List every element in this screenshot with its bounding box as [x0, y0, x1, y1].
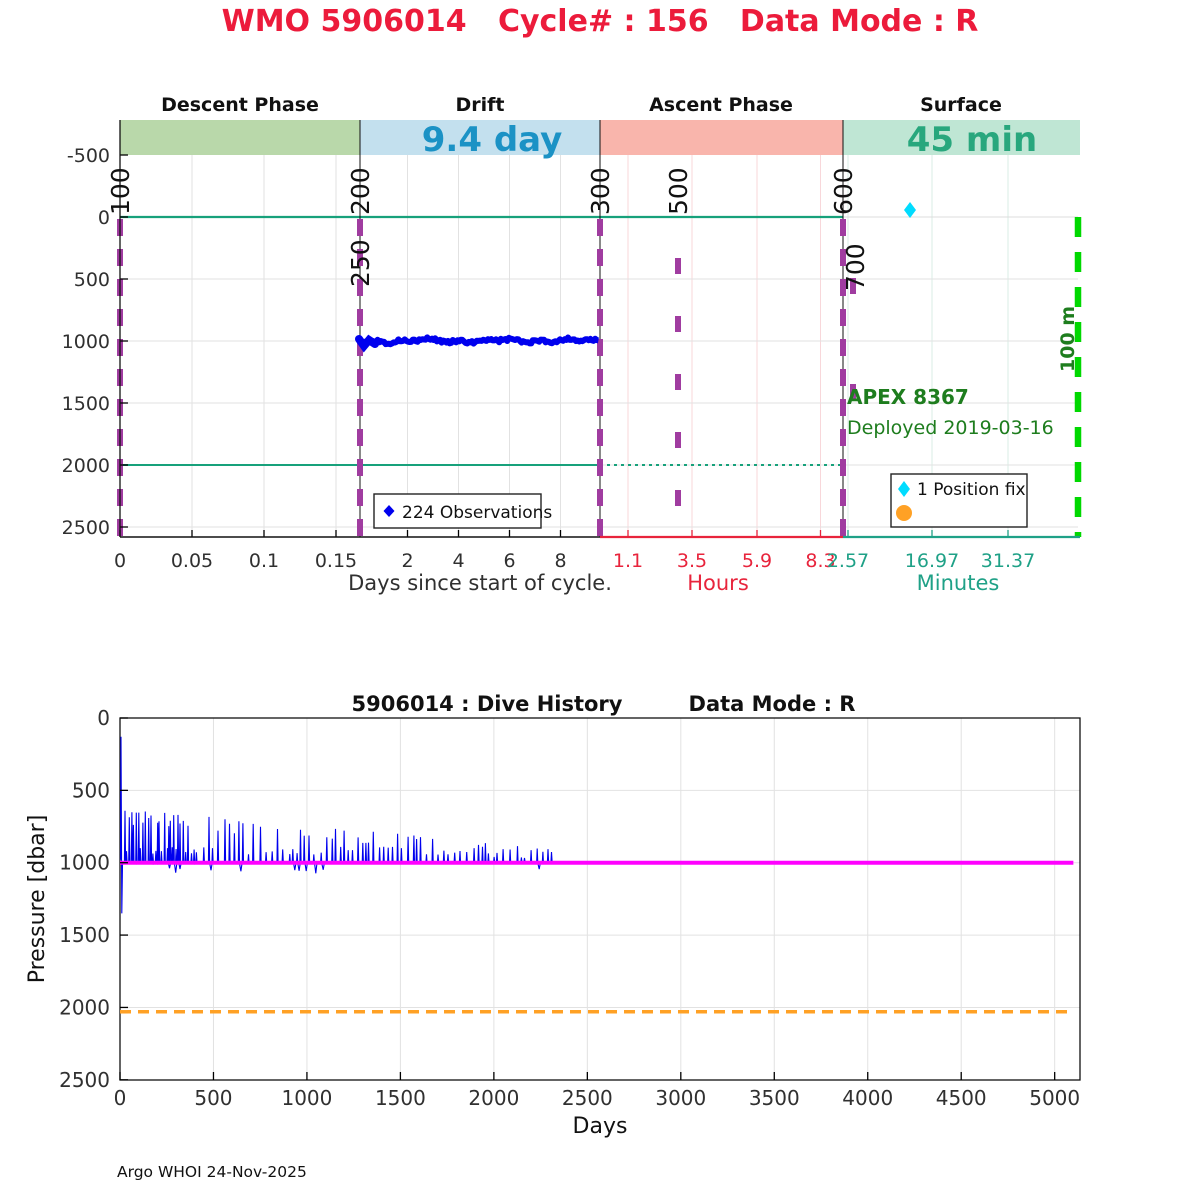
cycle-marker-500: 500: [664, 167, 693, 215]
x-tick-label: 0.15: [314, 550, 358, 572]
observations-legend: [374, 494, 552, 528]
x-tick-label: 1500: [374, 1086, 426, 1110]
chart2-plot-box: [120, 718, 1080, 1080]
surface-point-circle-icon: [896, 505, 912, 521]
y-tick-label: 1000: [61, 331, 110, 353]
x-tick-label: 8.3: [805, 550, 836, 572]
cycle-marker-100: 100: [106, 167, 135, 215]
cycle-marker-200: 200: [346, 167, 375, 215]
deployed-text: Deployed 2019-03-16: [847, 417, 1054, 439]
chart2-y-axis-label: Pressure [dbar]: [25, 814, 50, 984]
x-tick-label: 0: [113, 1086, 127, 1110]
x-tick-label: 2500: [561, 1086, 613, 1110]
x-tick-label: 5000: [1029, 1086, 1081, 1110]
x-tick-label: 4000: [842, 1086, 894, 1110]
y-tick-label: 2500: [61, 517, 110, 539]
position-fix-marker: [904, 202, 916, 218]
x-tick-label: 2000: [468, 1086, 520, 1110]
y-tick-label: -500: [66, 145, 110, 167]
chart2-data: [120, 737, 1073, 1012]
x-tick-label: 6: [503, 550, 516, 572]
surface-phase-label: Surface: [920, 94, 1002, 116]
position-fix-legend: [891, 474, 1027, 527]
dive-profile-line: [121, 737, 601, 914]
y-tick-label: 500: [71, 778, 110, 803]
float-model-text: APEX 8367: [847, 385, 969, 409]
x-tick-label: 1.1: [612, 550, 644, 572]
x-tick-label: 3.5: [676, 550, 708, 572]
drift-duration-text: 9.4 day: [421, 120, 563, 160]
ascent-phase-label: Ascent Phase: [649, 94, 793, 116]
chart2-ticks: [59, 706, 1080, 1110]
x-tick-label: 31.37: [980, 550, 1036, 572]
descent-band: [120, 120, 360, 155]
ascent-band: [600, 120, 843, 155]
surface-duration-text: 45 min: [906, 120, 1038, 160]
x-tick-label: 3000: [655, 1086, 707, 1110]
credit-text: Argo WHOI 24-Nov-2025: [117, 1163, 307, 1181]
y-tick-label: 0: [97, 706, 110, 730]
x-tick-label: 2.57: [826, 550, 870, 572]
x-tick-label: 0.1: [248, 550, 280, 572]
chart2-gridlines: [120, 718, 1080, 1080]
x-tick-label: 16.97: [904, 550, 960, 572]
x-tick-label: 5.9: [741, 550, 773, 572]
drift-start-blob: [359, 339, 375, 346]
x-tick-label: 0.05: [170, 550, 214, 572]
x-tick-label: 1000: [281, 1086, 333, 1110]
chart2-title-right: Data Mode : R: [688, 692, 856, 716]
cycle-marker-250: 250: [346, 239, 375, 287]
cycle-marker-700: 700: [841, 243, 870, 291]
drift-observations-line: [360, 337, 598, 344]
figure-title: WMO 5906014 Cycle# : 156 Data Mode : R: [221, 4, 979, 39]
y-tick-label: 1000: [59, 850, 110, 875]
observations-legend-label: 224 Observations: [402, 503, 553, 523]
x-tick-label: 500: [194, 1086, 233, 1110]
y-tick-label: 2500: [59, 1067, 110, 1092]
minutes-axis-caption: Minutes: [916, 571, 1000, 595]
drift-phase-label: Drift: [455, 94, 505, 116]
position-fix-legend-label: 1 Position fix: [917, 480, 1026, 500]
days-axis-caption: Days since start of cycle.: [348, 571, 612, 595]
hours-axis-caption: Hours: [687, 571, 749, 595]
x-tick-label: 8: [554, 550, 567, 572]
parking-depth-label: 100 m: [1057, 305, 1079, 372]
cycle-marker-300: 300: [586, 167, 615, 215]
descent-phase-label: Descent Phase: [161, 94, 319, 116]
y-tick-label: 2000: [61, 455, 110, 477]
y-tick-label: 1500: [61, 393, 110, 415]
x-tick-label: 0: [113, 550, 127, 572]
x-tick-label: 4500: [935, 1086, 987, 1110]
x-tick-label: 2: [401, 550, 414, 572]
y-tick-label: 2000: [59, 995, 110, 1020]
x-tick-label: 3500: [748, 1086, 800, 1110]
x-tick-label: 4: [452, 550, 465, 572]
y-tick-label: 500: [73, 269, 110, 291]
y-tick-label: 0: [97, 207, 110, 229]
y-tick-label: 1500: [59, 923, 110, 948]
chart1-data: [359, 202, 916, 346]
cycle-marker-600: 600: [829, 167, 858, 215]
chart2-x-axis-label: Days: [572, 1114, 628, 1139]
chart2-title-left: 5906014 : Dive History: [351, 692, 623, 716]
